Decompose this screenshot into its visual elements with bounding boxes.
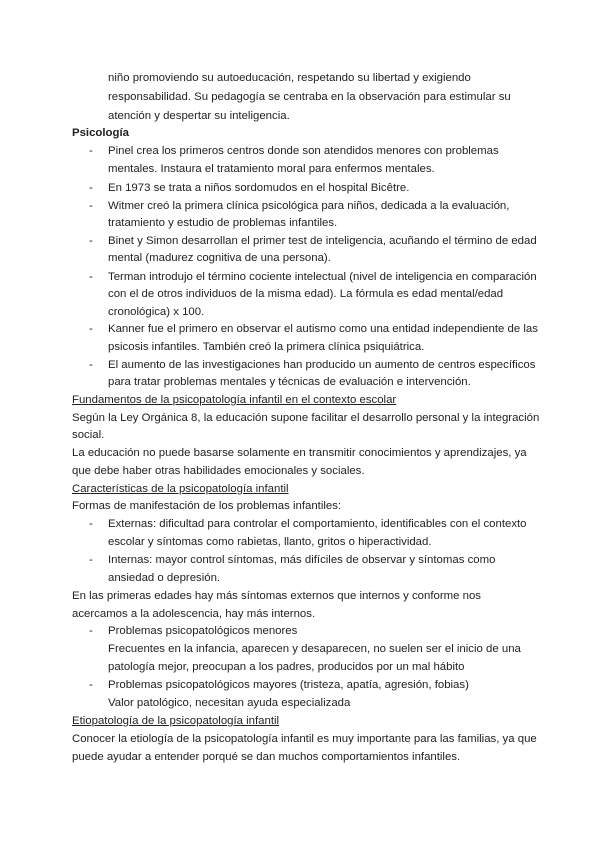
section-heading-caracteristicas: Características de la psicopatología infantil	[72, 483, 289, 495]
bullet-marker: -	[89, 518, 93, 530]
bullet-marker: -	[89, 271, 93, 283]
bullet-marker: -	[89, 200, 93, 212]
bullet-marker: -	[89, 554, 93, 566]
paragraph-line: Conocer la etiología de la psicopatología infantil es muy importante para las familias, ya que	[72, 733, 537, 745]
intro-line: niño promoviendo su autoeducación, respetando su libertad y exigiendo	[108, 72, 471, 84]
list-item-line: patología mejor, preocupan a los padres, producidos por un mal hábito	[108, 661, 465, 673]
list-item-line: Terman introdujo el término cociente intelectual (nivel de inteligencia en comparación	[108, 271, 537, 283]
bullet-marker: -	[89, 625, 93, 637]
list-item-line: El aumento de las investigaciones han producido un aumento de centros específicos	[108, 359, 536, 371]
paragraph-line: puede ayudar a entender porqué se dan muchos comportamientos infantiles.	[72, 751, 461, 763]
list-item-line: con el de otros individuos de la misma edad). La fórmula es edad mental/edad	[108, 288, 504, 300]
list-item-line: para tratar problemas mentales y técnicas de evaluación e intervención.	[108, 376, 471, 388]
list-item-line: ansiedad o depresión.	[108, 572, 221, 584]
section-heading-psicologia: Psicología	[72, 127, 129, 139]
paragraph-line: acercamos a la adolescencia, hay más internos.	[72, 608, 316, 620]
bullet-marker: -	[89, 323, 93, 335]
intro-line: atención y despertar su inteligencia.	[108, 110, 290, 122]
bullet-marker: -	[89, 145, 93, 157]
bullet-marker: -	[89, 679, 93, 691]
list-item-line: En 1973 se trata a niños sordomudos en el hospital Bicêtre.	[108, 182, 410, 194]
list-item-line: escolar y síntomas como rabietas, llanto, gritos o hiperactividad.	[108, 536, 432, 548]
list-item-line: Externas: dificultad para controlar el comportamiento, identificables con el contexto	[108, 518, 527, 530]
list-item-line: Witmer creó la primera clínica psicológica para niños, dedicada a la evaluación,	[108, 200, 510, 212]
paragraph-line: social.	[72, 429, 105, 441]
intro-line: responsabilidad. Su pedagogía se centraba en la observación para estimular su	[108, 91, 511, 103]
list-item-line: Problemas psicopatológicos menores	[108, 625, 298, 637]
list-item-line: Valor patológico, necesitan ayuda especializada	[108, 697, 351, 709]
section-heading-fundamentos: Fundamentos de la psicopatología infantil en el contexto escolar	[72, 394, 397, 406]
list-item-line: mental (madurez cognitiva de una persona).	[108, 252, 331, 264]
list-item-line: tratamiento y estudio de problemas infantiles.	[108, 217, 338, 229]
list-item-line: Problemas psicopatológicos mayores (tristeza, apatía, agresión, fobias)	[108, 679, 469, 691]
paragraph-line: En las primeras edades hay más síntomas externos que internos y conforme nos	[72, 590, 482, 602]
list-item-line: Frecuentes en la infancia, aparecen y desaparecen, no suelen ser el inicio de una	[108, 643, 521, 655]
paragraph-line: Según la Ley Orgánica 8, la educación supone facilitar el desarrollo personal y la integración	[72, 412, 540, 424]
list-item-line: Binet y Simon desarrollan el primer test de inteligencia, acuñando el término de edad	[108, 235, 537, 247]
bullet-marker: -	[89, 182, 93, 194]
list-item-line: mentales. Instaura el tratamiento moral para enfermos mentales.	[108, 163, 435, 175]
paragraph-line: que debe haber otras habilidades emocionales y sociales.	[72, 465, 365, 477]
list-item-line: Internas: mayor control síntomas, más difíciles de observar y síntomas como	[108, 554, 496, 566]
list-item-line: psicosis infantiles. También creó la primera clínica psiquiátrica.	[108, 341, 425, 353]
paragraph-line: La educación no puede basarse solamente en transmitir conocimientos y aprendizajes, ya	[72, 447, 527, 459]
bullet-marker: -	[89, 235, 93, 247]
list-item-line: Kanner fue el primero en observar el autismo como una entidad independiente de las	[108, 323, 538, 335]
paragraph-line: Formas de manifestación de los problemas infantiles:	[72, 500, 342, 512]
section-heading-etiopatologia: Etiopatología de la psicopatología infantil	[72, 715, 280, 727]
list-item-line: Pinel crea los primeros centros donde son atendidos menores con problemas	[108, 145, 499, 157]
bullet-marker: -	[89, 359, 93, 371]
list-item-line: cronológica) x 100.	[108, 306, 205, 318]
